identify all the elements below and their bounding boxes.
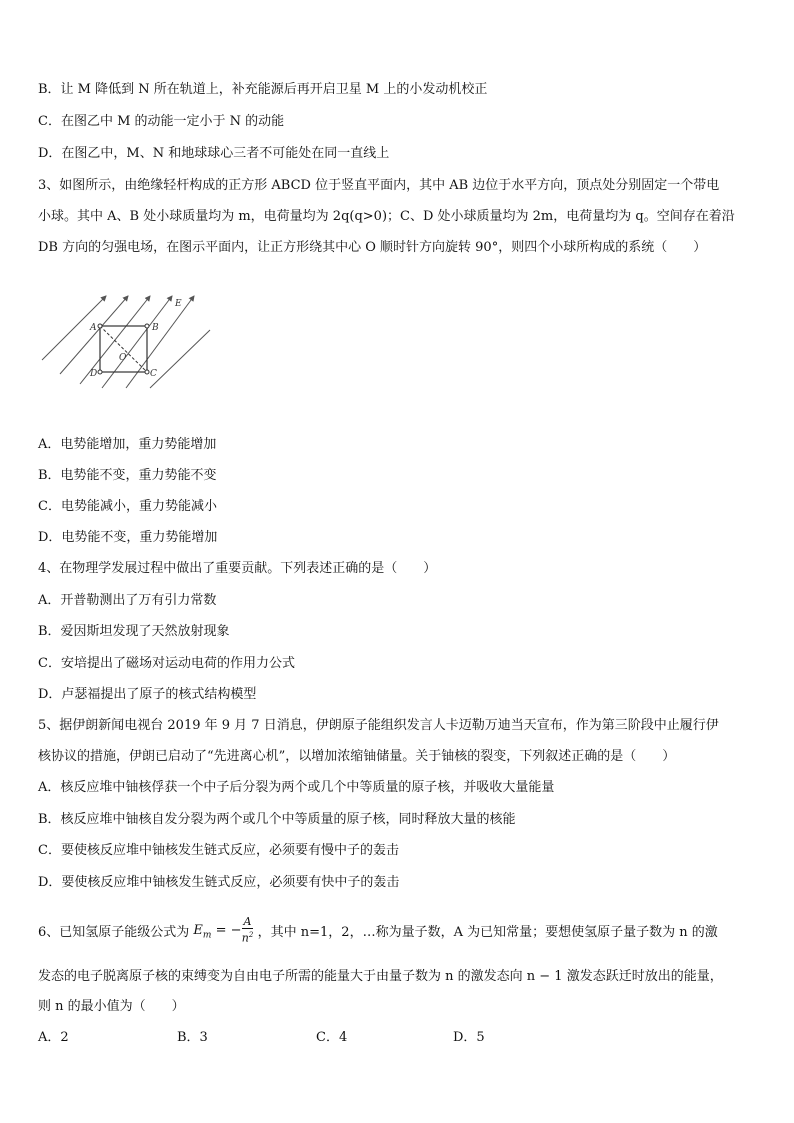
vertex-d-point (98, 370, 102, 374)
energy-level-formula (193, 916, 253, 949)
vertex-c-point (145, 370, 149, 374)
formula-den-base: n (241, 931, 249, 945)
formula-numerator: A (243, 915, 252, 928)
q3-option-c: C．电势能减小，重力势能减小 (38, 499, 217, 514)
vertex-a-label: A (90, 323, 97, 333)
q6-option-c: C．4 (316, 1030, 348, 1045)
q3-stem-line3: DB 方向的匀强电场，在图示平面内，让正方形绕其中心 O 顺时针方向旋转 90°，则四个小球所构成的系统（ ） (38, 240, 707, 255)
q4-stem: 4、在物理学发展过程中做出了重要贡献。下列表述正确的是（ ） (38, 561, 437, 576)
q4-option-c: C．安培提出了磁场对运动电荷的作用力公式 (38, 656, 295, 671)
q5-stem-line1: 5、据伊朗新闻电视台 2019 年 9 月 7 日消息，伊朗原子能组织发言人卡迈勒万迪当天宣布，作为第三阶段中止履行伊 (38, 718, 719, 733)
prev-option-d: D．在图乙中，M、N 和地球球心三者不可能处在同一直线上 (38, 146, 390, 161)
q3-stem-line2: 小球。其中 A、B 处小球质量均为 m，电荷量均为 2q(q>0)；C、D 处小球质量均为 2m，电荷量均为 q。空间存在着沿 (38, 209, 735, 224)
q6-stem-suffix: ，其中 n=1，2，…称为量子数，A 为已知常量；要想使氢原子量子数为 n 的激 (257, 925, 718, 941)
q6-stem-line1 (38, 916, 718, 949)
formula-lhs: E (193, 922, 203, 938)
q3-figure (36, 290, 216, 390)
formula-fraction (242, 916, 254, 945)
q4-option-a: A．开普勒测出了万有引力常数 (38, 593, 217, 608)
field-e-label: E (175, 299, 182, 309)
q4-option-d: D．卢瑟福提出了原子的核式结构模型 (38, 687, 257, 702)
q6-stem-line3: 则 n 的最小值为（ ） (38, 999, 185, 1014)
vertex-b-point (145, 324, 149, 328)
diagonal-ac (100, 326, 147, 372)
q5-option-b: B．核反应堆中铀核自发分裂为两个或几个中等质量的原子核，同时释放大量的核能 (38, 812, 516, 827)
q6-option-b: B．3 (177, 1030, 208, 1045)
field-lines (42, 296, 210, 388)
prev-option-c: C．在图乙中 M 的动能一定小于 N 的动能 (38, 114, 285, 129)
formula-sub: m (202, 930, 212, 941)
q5-option-d: D．要使核反应堆中铀核发生链式反应，必须要有快中子的轰击 (38, 875, 400, 890)
formula-denominator (242, 929, 254, 945)
q5-option-c: C．要使核反应堆中铀核发生链式反应，必须要有慢中子的轰击 (38, 843, 399, 858)
field-line (126, 296, 194, 388)
vertex-b-label: B (152, 323, 159, 333)
vertex-c-label: C (150, 369, 157, 379)
q6-option-a: A．2 (38, 1030, 69, 1045)
q5-stem-line2: 核协议的措施，伊朗已启动了“先进离心机”，以增加浓缩铀储量。关于铀核的裂变，下列叙述正确的是（ ） (38, 749, 676, 764)
q3-option-a: A．电势能增加，重力势能增加 (38, 437, 217, 452)
q6-option-d: D．5 (453, 1030, 485, 1045)
vertex-a-point (98, 324, 102, 328)
center-o-label: O (119, 353, 127, 363)
q3-option-d: D．电势能不变，重力势能增加 (38, 530, 218, 545)
formula-eq: = − (211, 922, 242, 938)
q3-option-b: B．电势能不变，重力势能不变 (38, 468, 217, 483)
formula-den-exp: 2 (248, 931, 254, 939)
field-line (102, 296, 172, 388)
q3-stem-line1: 3、如图所示，由绝缘轻杆构成的正方形 ABCD 位于竖直平面内，其中 AB 边位于水平方向，顶点处分别固定一个带电 (38, 178, 720, 193)
vertex-d-label: D (90, 369, 98, 379)
prev-option-b: B．让 M 降低到 N 所在轨道上，补充能源后再开启卫星 M 上的小发动机校正 (38, 82, 488, 97)
field-line (150, 330, 210, 388)
q5-option-a: A．核反应堆中铀核俘获一个中子后分裂为两个或几个中等质量的原子核，并吸收大量能量 (38, 780, 555, 795)
q6-stem-prefix: 6、已知氢原子能级公式为 (38, 925, 190, 941)
q6-stem-line2: 发态的电子脱离原子核的束缚变为自由电子所需的能量大于由量子数为 n 的激发态向 n − 1 激发态跃迁时放出的能量， (38, 969, 723, 984)
q4-option-b: B．爱因斯坦发现了天然放射现象 (38, 624, 230, 639)
